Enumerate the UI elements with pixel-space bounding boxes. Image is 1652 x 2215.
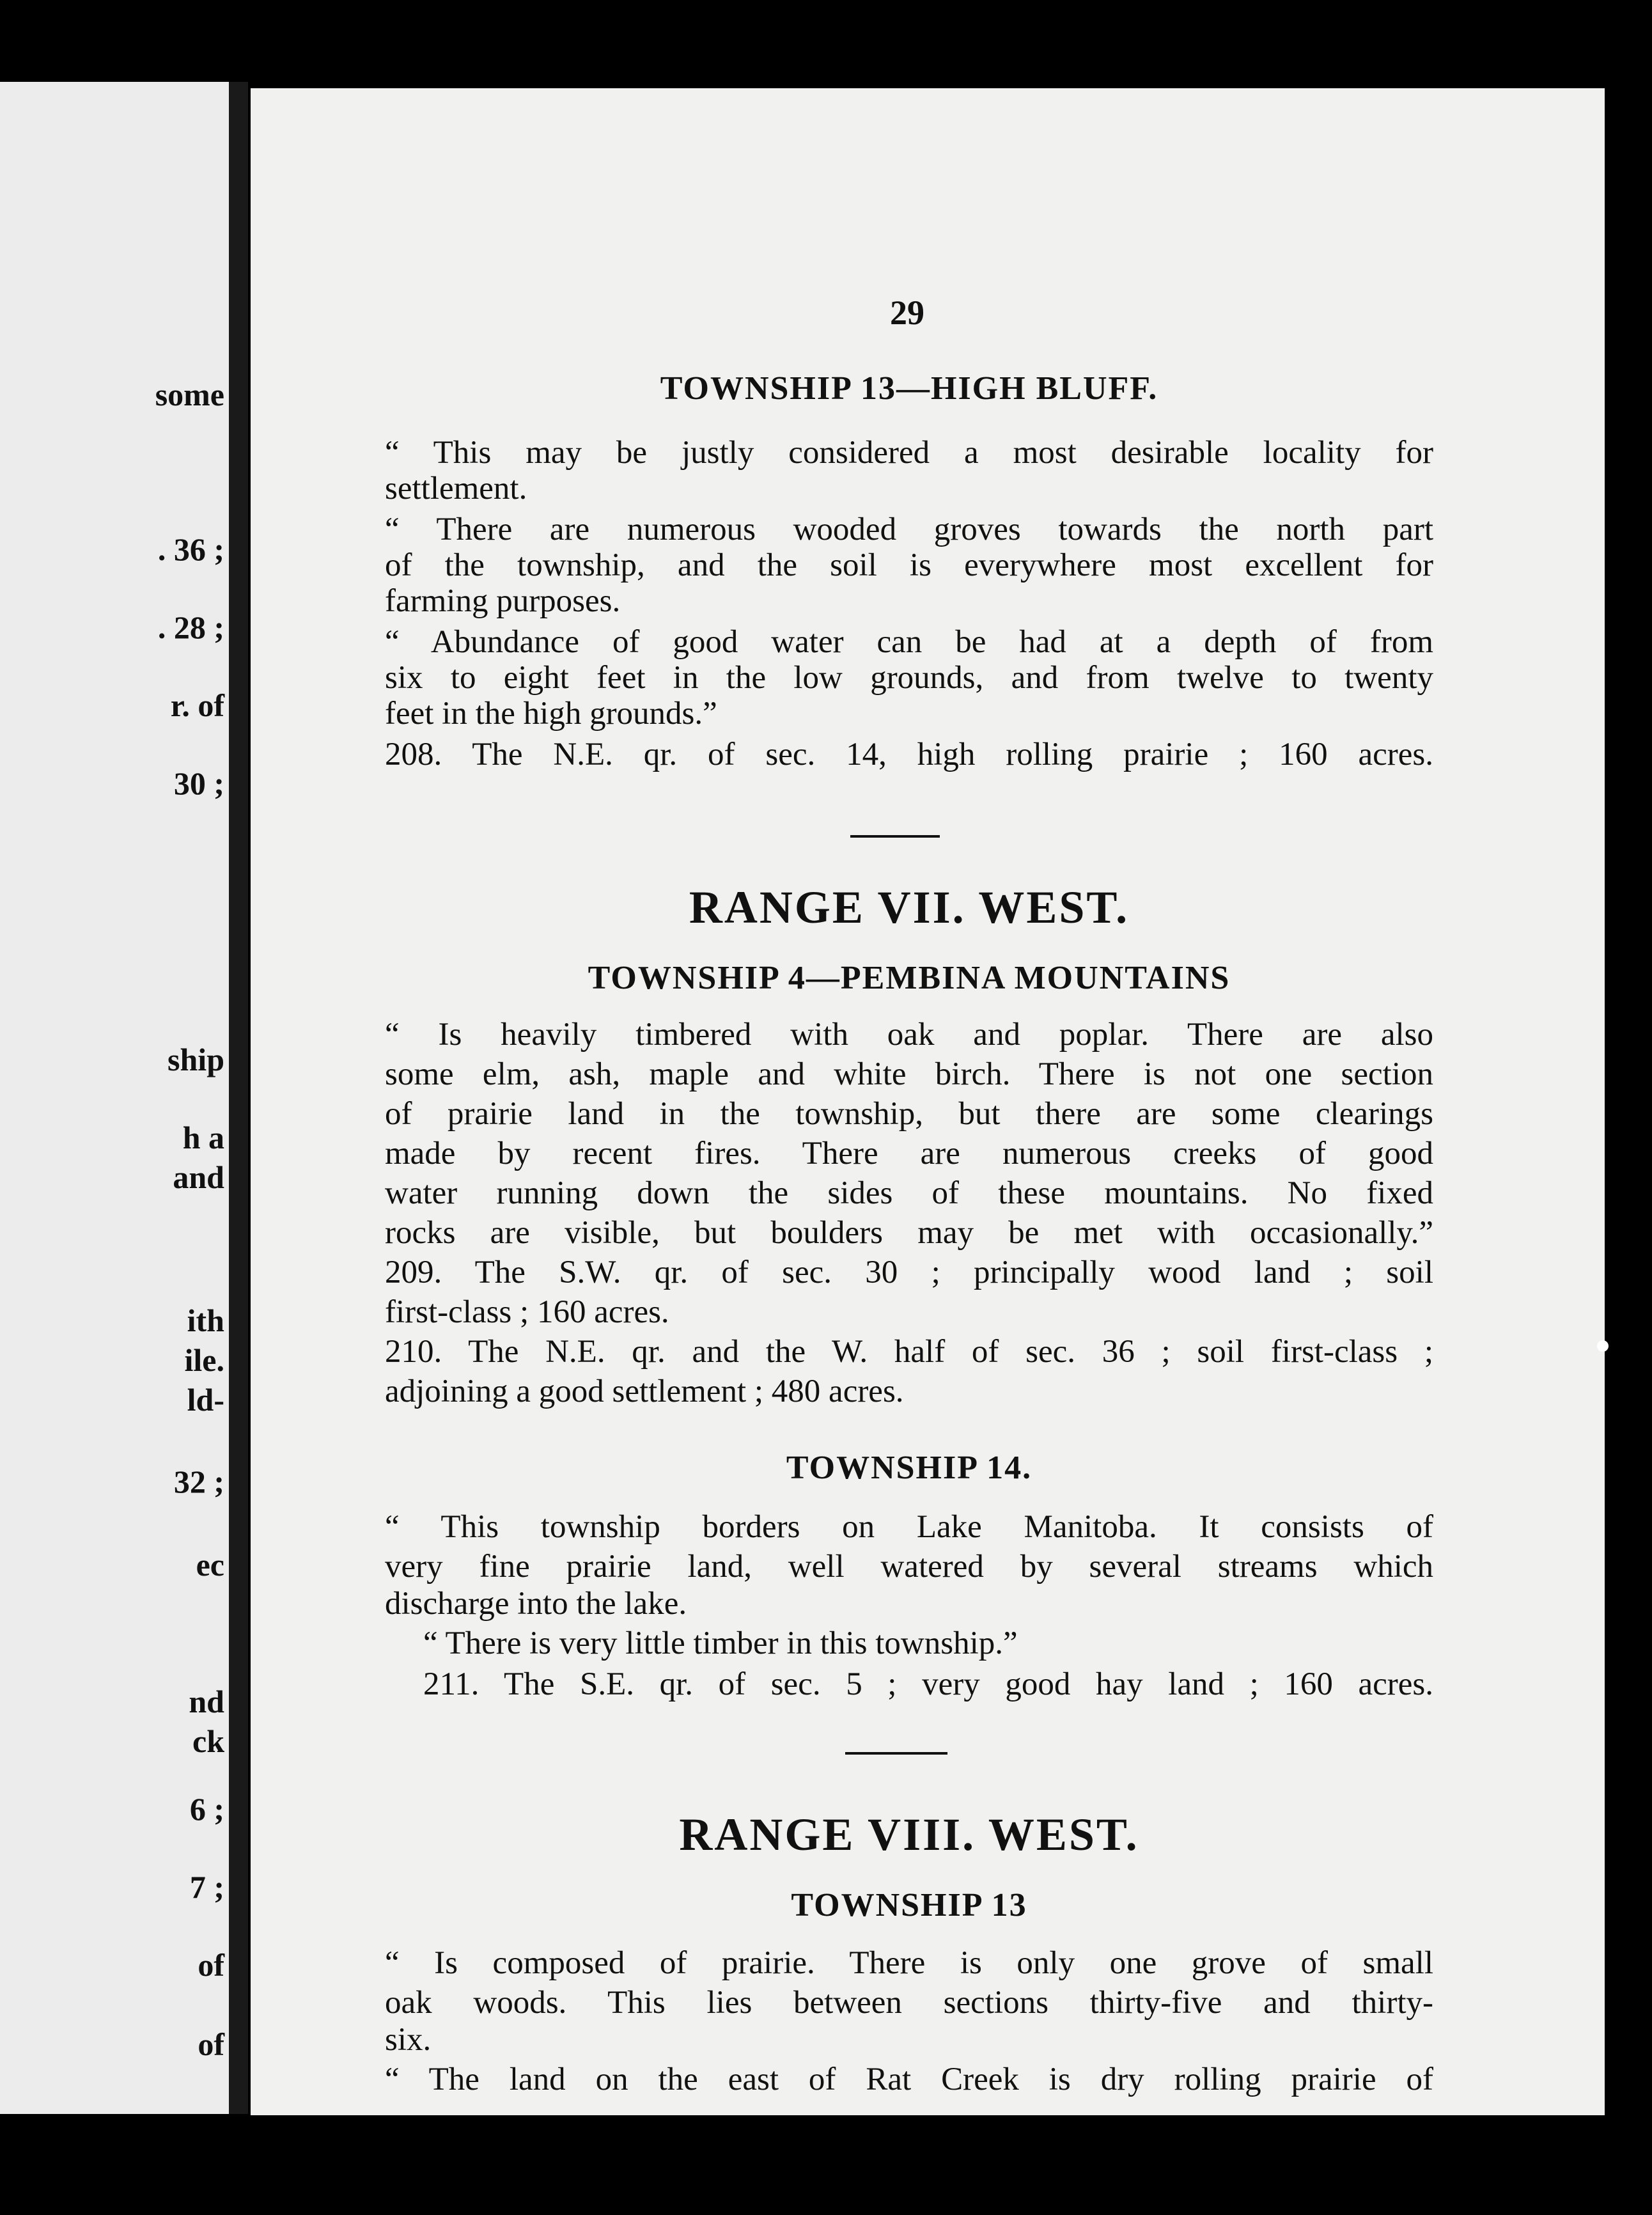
section-heading: TOWNSHIP 13	[791, 1887, 1027, 1923]
text-line: feet in the high grounds.”	[385, 696, 717, 732]
text-line: 208. The N.E. qr. of sec. 14, high rolling prairie ; 160 acres.	[385, 737, 1433, 772]
range-heading: RANGE VIII. WEST.	[679, 1809, 1139, 1860]
text-line: “ There is very little timber in this township.”	[423, 1625, 1018, 1661]
left-fragment: of	[198, 2026, 224, 2062]
text-line: “ Is heavily timbered with oak and poplar. There are also	[385, 1017, 1433, 1053]
text-line: farming purposes.	[385, 583, 621, 619]
left-fragment: nd	[189, 1684, 224, 1719]
text-line: “ This township borders on Lake Manitoba. It consists of	[385, 1509, 1433, 1545]
text-line: some elm, ash, maple and white birch. There is not one section	[385, 1056, 1433, 1092]
text-line: of prairie land in the township, but there are some clearings	[385, 1096, 1433, 1132]
left-fragment: 30 ;	[173, 765, 224, 801]
left-fragment: ship	[168, 1042, 224, 1077]
text-line: 211. The S.E. qr. of sec. 5 ; very good hay land ; 160 acres.	[423, 1666, 1433, 1702]
text-line: “ Abundance of good water can be had at a depth of from	[385, 624, 1433, 660]
book-page	[251, 88, 1605, 2115]
section-heading: TOWNSHIP 4—PEMBINA MOUNTAINS	[588, 960, 1231, 996]
text-line: settlement.	[385, 471, 527, 506]
scan-speck	[1597, 1340, 1609, 1352]
text-line: rocks are visible, but boulders may be met with occasionally.”	[385, 1215, 1433, 1251]
left-fragment: ile.	[184, 1342, 224, 1378]
text-line: of the township, and the soil is everywhere most excellent for	[385, 547, 1433, 583]
section-heading: TOWNSHIP 13—HIGH BLUFF.	[660, 370, 1158, 407]
left-fragment: . 28 ;	[157, 609, 224, 645]
text-line: very fine prairie land, well watered by several streams which	[385, 1549, 1433, 1585]
left-fragment: . 36 ;	[157, 531, 224, 567]
text-line: water running down the sides of these mountains. No fixed	[385, 1175, 1433, 1211]
divider-rule	[845, 1752, 947, 1755]
left-fragment: ck	[192, 1723, 224, 1759]
left-fragment: 32 ;	[173, 1464, 224, 1499]
text-line: “ There are numerous wooded groves towards the north part	[385, 512, 1433, 547]
left-fragment: of	[198, 1947, 224, 1983]
left-facing-page	[0, 82, 233, 2114]
section-heading: TOWNSHIP 14.	[786, 1450, 1032, 1486]
text-line: “ Is composed of prairie. There is only one grove of small	[385, 1945, 1433, 1981]
page-number: 29	[890, 294, 924, 332]
left-fragment: r. of	[170, 687, 224, 723]
text-line: “ This may be justly considered a most desirable locality for	[385, 435, 1433, 471]
left-fragment: some	[155, 377, 224, 412]
left-fragment: 6 ;	[189, 1791, 224, 1827]
text-line: six.	[385, 2022, 432, 2058]
text-line: adjoining a good settlement ; 480 acres.	[385, 1374, 904, 1409]
text-line: first-class ; 160 acres.	[385, 1294, 669, 1330]
text-line: 210. The N.E. qr. and the W. half of sec. 36 ; soil first-class ;	[385, 1334, 1433, 1370]
left-fragment: ith	[187, 1303, 224, 1338]
text-line: 209. The S.W. qr. of sec. 30 ; principally wood land ; soil	[385, 1255, 1433, 1290]
left-fragment: h a	[182, 1120, 224, 1155]
left-fragment: ec	[196, 1547, 224, 1583]
left-fragment: 7 ;	[189, 1869, 224, 1905]
divider-rule	[850, 835, 940, 838]
left-fragment: ld-	[187, 1382, 224, 1418]
range-heading: RANGE VII. WEST.	[689, 882, 1130, 933]
book-gutter	[229, 82, 248, 2114]
text-line: oak woods. This lies between sections thirty-five and thirty-	[385, 1985, 1433, 2021]
text-line: discharge into the lake.	[385, 1586, 687, 1622]
text-line: six to eight feet in the low grounds, and from twelve to twenty	[385, 660, 1433, 696]
text-line: “ The land on the east of Rat Creek is dry rolling prairie of	[385, 2062, 1433, 2097]
text-line: made by recent fires. There are numerous creeks of good	[385, 1136, 1433, 1171]
left-fragment: and	[173, 1159, 224, 1195]
